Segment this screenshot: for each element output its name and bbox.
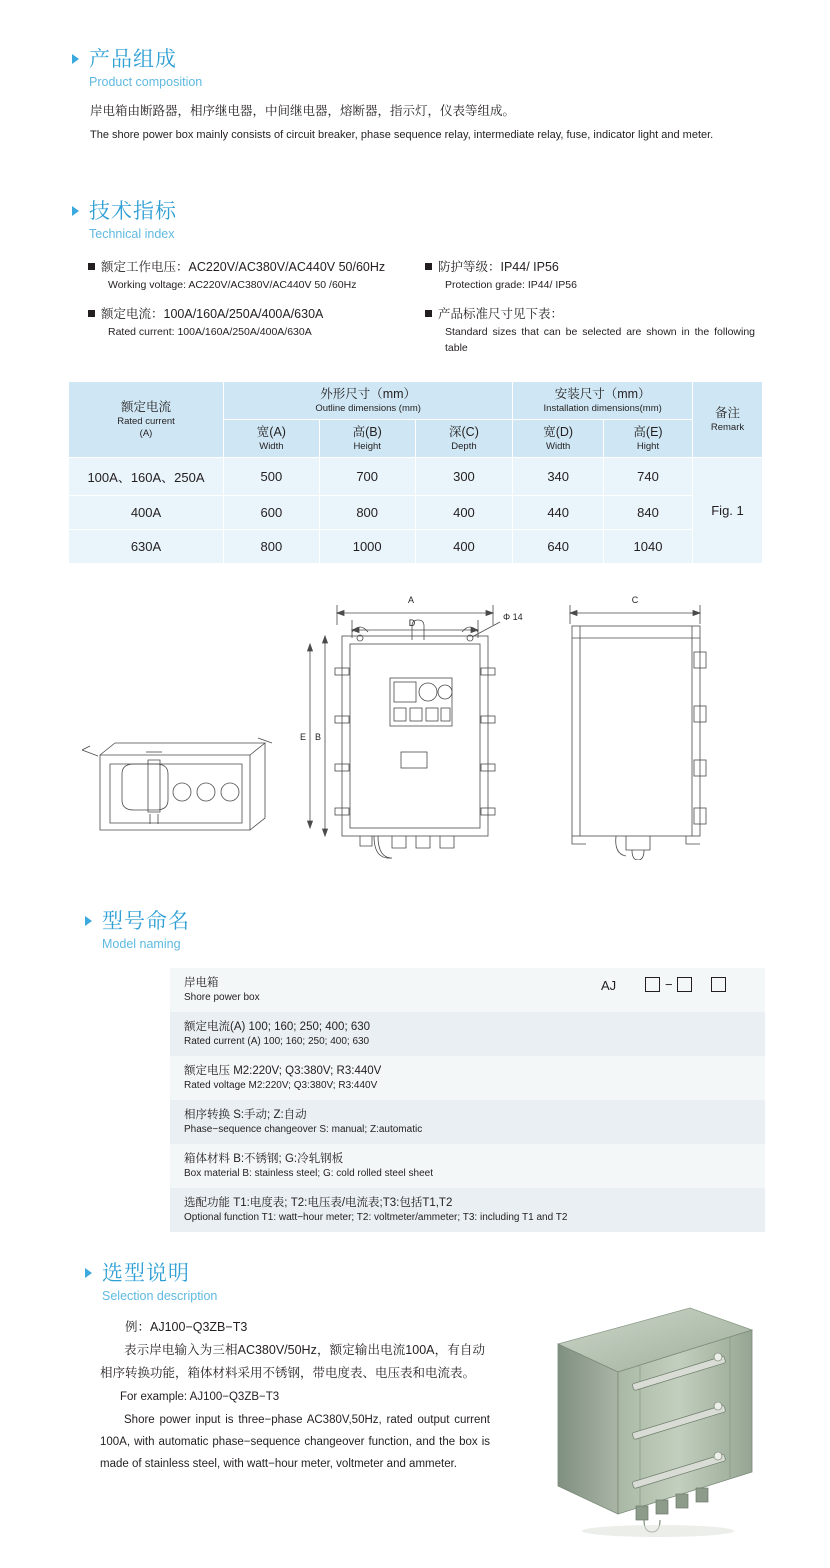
label-d: D: [408, 618, 416, 628]
header-outline-dimensions: 外形尺寸（mm） Outline dimensions (mm): [224, 382, 513, 420]
tech-item-voltage: [88, 258, 418, 293]
cell-remark: Fig. 1: [693, 458, 763, 564]
label-a: A: [407, 595, 415, 605]
model-row-product: [170, 968, 765, 1012]
spec-table-body: [69, 458, 763, 564]
section-title-cn: 技术指标: [89, 200, 177, 223]
drawing-top-view: [82, 738, 272, 830]
triangle-bullet-icon: [72, 206, 79, 216]
header-install-dimensions: 安装尺寸（mm） Installation dimensions(mm): [513, 382, 693, 420]
triangle-bullet-icon: [72, 54, 79, 64]
header-width-d: 宽(D) Width: [513, 420, 604, 458]
cell-current: 100A、160A、250A: [69, 458, 224, 496]
cell-d: 340: [513, 458, 604, 496]
section-title-en: Product composition: [89, 75, 203, 89]
model-row-en: Rated voltage M2:220V; Q3:380V; R3:440V: [184, 1080, 378, 1091]
selection-example-en: For example: AJ100−Q3ZB−T3: [120, 1391, 280, 1403]
technical-drawings: [60, 580, 770, 860]
model-row-en: Box material B: stainless steel; G: cold rolled steel sheet: [184, 1168, 434, 1179]
section-title-cn: 产品组成: [89, 48, 177, 71]
header-depth-c: 深(C) Depth: [415, 420, 513, 458]
code-dash: −: [665, 977, 673, 992]
section-title-en: Selection description: [102, 1289, 218, 1303]
code-box-1: [645, 977, 660, 992]
section-heading-model: [85, 910, 190, 951]
triangle-bullet-icon: [85, 1268, 92, 1278]
model-row-voltage: [170, 1056, 765, 1100]
model-row-material: [170, 1144, 765, 1188]
cell-e: 1040: [604, 530, 693, 564]
cell-b: 800: [319, 496, 415, 530]
model-row-en: Optional function T1: watt−hour meter; T2: voltmeter/ammeter; T3: including T1 and T2: [184, 1212, 568, 1223]
drawing-dimension-labels: [300, 595, 639, 742]
cell-current: 400A: [69, 496, 224, 530]
composition-body-cn: 岸电箱由断路器，相序继电器，中间继电器，熔断器，指示灯，仪表等组成。: [90, 104, 516, 118]
square-bullet-icon: [425, 310, 432, 317]
spec-table: [68, 381, 763, 564]
selection-body-cn: 表示岸电输入为三相AC380V/50Hz，额定输出电流100A，有自动相序转换功能，箱体材料采用不锈钢，带电度表、电压表和电流表。: [100, 1343, 485, 1380]
tech-item-en: Working voltage: AC220V/AC380V/AC440V 50 /60Hz: [108, 279, 357, 291]
model-row-en: Rated current (A) 100; 160; 250; 400; 630: [184, 1036, 370, 1047]
model-row-optional: [170, 1188, 765, 1232]
section-heading-composition: [72, 48, 202, 89]
code-box-3: [711, 977, 726, 992]
model-row-cn: 相序转换 S:手动; Z:自动: [184, 1109, 307, 1121]
model-row-en: Phase−sequence changeover S: manual; Z:automatic: [184, 1124, 423, 1135]
cell-a: 800: [224, 530, 320, 564]
tech-item-standard-sizes: [425, 305, 755, 356]
model-row-changeover: [170, 1100, 765, 1144]
tech-item-en: Standard sizes that can be selected are shown in the following table: [445, 326, 755, 354]
table-row: [69, 458, 763, 496]
cell-current: 630A: [69, 530, 224, 564]
section-title-en: Model naming: [102, 937, 181, 951]
header-rated-current: 额定电流 Rated current (A): [69, 382, 224, 458]
header-width-a: 宽(A) Width: [224, 420, 320, 458]
label-hole: Φ 14: [503, 612, 523, 622]
tech-item-cn: 防护等级：IP44/ IP56: [425, 258, 755, 277]
model-row-current: [170, 1012, 765, 1056]
cell-d: 440: [513, 496, 604, 530]
triangle-bullet-icon: [85, 916, 92, 926]
tech-item-cn: 额定工作电压：AC220V/AC380V/AC440V 50/60Hz: [88, 258, 418, 277]
selection-body-en: Shore power input is three−phase AC380V,50Hz, rated output current 100A, with automatic phase−sequence changeover function, and the box is made of stainless steel, with watt−hour meter, voltmeter and ammeter.: [100, 1414, 490, 1470]
model-row-cn: 选配功能 T1:电度表; T2:电压表/电流表;T3:包括T1,T2: [184, 1197, 453, 1209]
cell-c: 400: [415, 530, 513, 564]
drawing-front-view: [308, 605, 501, 858]
spec-table-head: [69, 382, 763, 458]
tech-item-cn: 额定电流：100A/160A/250A/400A/630A: [88, 305, 418, 324]
section-title-cn: 选型说明: [102, 1262, 190, 1285]
square-bullet-icon: [88, 310, 95, 317]
cell-d: 640: [513, 530, 604, 564]
table-row: [69, 530, 763, 564]
section-heading-selection: [85, 1262, 217, 1303]
section-heading-tech: [72, 200, 177, 241]
product-photo: [540, 1300, 770, 1540]
model-naming-box: [170, 968, 765, 1232]
model-row-cn: 箱体材料 B:不锈钢; G:冷轧钢板: [184, 1153, 344, 1165]
label-b: B: [314, 732, 322, 742]
code-prefix: AJ: [601, 978, 617, 993]
tech-item-en: Protection grade: IP44/ IP56: [445, 279, 577, 291]
tech-item-cn: 产品标准尺寸见下表：: [425, 305, 755, 324]
table-row: [69, 496, 763, 530]
section-title-en: Technical index: [89, 227, 175, 241]
drawings-svg: [60, 580, 770, 860]
cell-a: 600: [224, 496, 320, 530]
cell-c: 400: [415, 496, 513, 530]
tech-item-current: [88, 305, 418, 340]
model-row-cn: 岸电箱: [184, 977, 219, 989]
model-row-en: Shore power box: [184, 992, 260, 1003]
cell-a: 500: [224, 458, 320, 496]
label-c: C: [631, 595, 639, 605]
drawing-side-view: [570, 605, 706, 860]
selection-example-cn: 例：AJ100−Q3ZB−T3: [125, 1320, 248, 1334]
header-height-e: 高(E) Hight: [604, 420, 693, 458]
section-title-cn: 型号命名: [102, 910, 190, 933]
cell-b: 1000: [319, 530, 415, 564]
tech-item-en: Rated current: 100A/160A/250A/400A/630A: [108, 326, 312, 338]
composition-body-en: The shore power box mainly consists of circuit breaker, phase sequence relay, intermediate relay, fuse, indicator light and meter.: [90, 129, 714, 141]
cell-e: 740: [604, 458, 693, 496]
cell-e: 840: [604, 496, 693, 530]
code-box-2: [677, 977, 692, 992]
header-remark: 备注 Remark: [693, 382, 763, 458]
model-row-cn: 额定电流(A) 100; 160; 250; 400; 630: [184, 1021, 371, 1033]
label-e: E: [299, 732, 307, 742]
cell-c: 300: [415, 458, 513, 496]
product-photo-svg: [540, 1300, 770, 1540]
square-bullet-icon: [425, 263, 432, 270]
tech-item-protection: [425, 258, 755, 293]
model-code-area: [601, 974, 751, 1000]
header-height-b: 高(B) Height: [319, 420, 415, 458]
square-bullet-icon: [88, 263, 95, 270]
model-row-cn: 额定电压 M2:220V; Q3:380V; R3:440V: [184, 1065, 382, 1077]
cell-b: 700: [319, 458, 415, 496]
